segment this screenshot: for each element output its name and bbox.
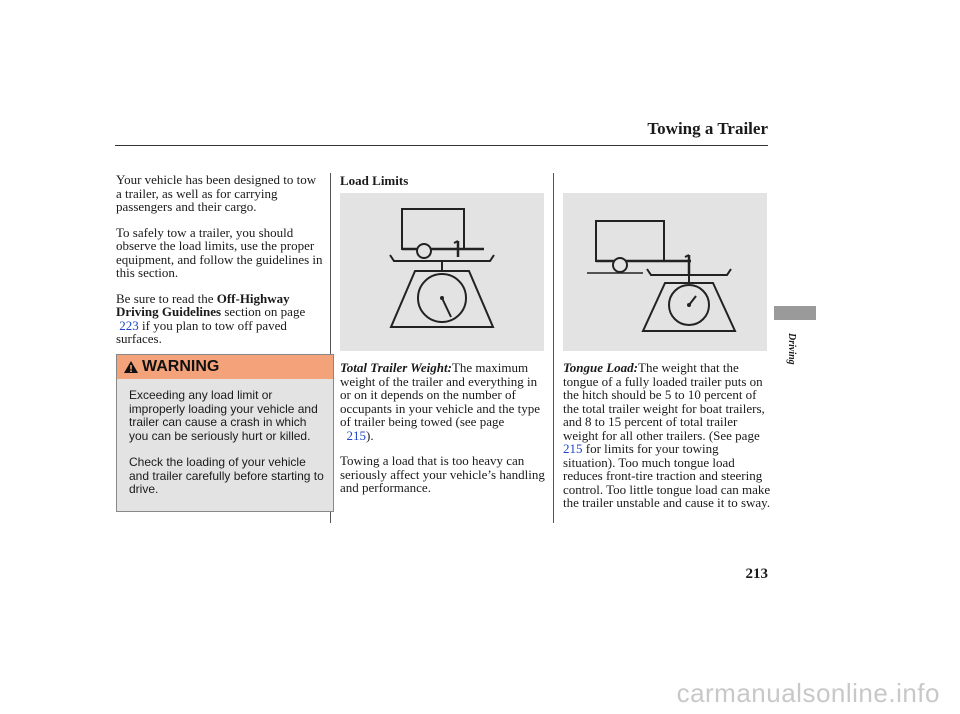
intro-paragraph-2: To safely tow a trailer, you should observe the load limits, use the proper equipment, and follow the guidelines in this section. — [116, 224, 323, 280]
tongue-load-label: Tongue Load: — [563, 360, 638, 375]
intro-paragraph-3: Be sure to read the Off-Highway Driving Guidelines section on page 223 if you plan to tow off paved surfaces. — [116, 290, 306, 346]
warning-text-1: Exceeding any load limit or improperly loading your vehicle and trailer can cause a crash in which you can be seriously hurt or killed. — [129, 388, 318, 443]
warning-box — [116, 354, 334, 512]
warning-header — [117, 355, 333, 379]
page-number: 213 — [745, 566, 768, 582]
off-highway-reference: Off-Highway Driving Guidelines — [116, 290, 290, 319]
total-weight-column — [340, 361, 550, 507]
watermark: carmanualsonline.info — [676, 678, 940, 708]
page-link-215-tongue[interactable]: 215 — [563, 441, 583, 456]
page-title: Towing a Trailer — [647, 119, 768, 138]
total-weight-label: Total Trailer Weight: — [340, 360, 452, 375]
heavy-load-paragraph: Towing a load that is too heavy can seriously affect your vehicle’s handling and performance. — [340, 453, 545, 495]
warning-label: WARNING — [142, 358, 220, 375]
section-label: Driving — [786, 333, 797, 365]
trailer-wheel — [613, 258, 627, 272]
load-limits-heading: Load Limits — [340, 173, 409, 188]
page-link-223[interactable]: 223 — [119, 317, 139, 333]
warning-triangle-icon — [123, 360, 139, 374]
warning-text-2: Check the loading of your vehicle and trailer carefully before starting to drive. — [129, 455, 324, 496]
column-divider-2 — [553, 173, 554, 523]
tongue-load-illustration — [563, 193, 767, 351]
total-weight-paragraph: Total Trailer Weight:The maximum weight of the trailer and everything in or on it depends on the number of occupants in your vehicle and the type of trailer being towed (see page 215). — [340, 360, 540, 443]
total-weight-illustration — [340, 193, 544, 351]
trailer-wheel — [417, 244, 431, 258]
trailer-box — [596, 221, 664, 261]
tongue-load-paragraph: Tongue Load:The weight that the tongue of a fully loaded trailer puts on the hitch should be 5 to 10 percent of the total trailer weight for boat trailers, and 8 to 15 percent of total trailer weight for all other trailers. (See page 215 for limits for your towing situation). Too much tongue load reduces front-tire traction and steering control. Too little tongue load can make the trailer unstable and cause it to sway. — [563, 360, 771, 510]
tongue-load-column — [563, 361, 771, 522]
page-link-215-total[interactable]: 215 — [346, 427, 366, 443]
header-rule — [115, 145, 768, 146]
section-tab — [774, 306, 816, 320]
intro-column — [116, 173, 324, 358]
intro-paragraph-1: Your vehicle has been designed to tow a trailer, as well as for carrying passengers and their cargo. — [116, 172, 317, 214]
